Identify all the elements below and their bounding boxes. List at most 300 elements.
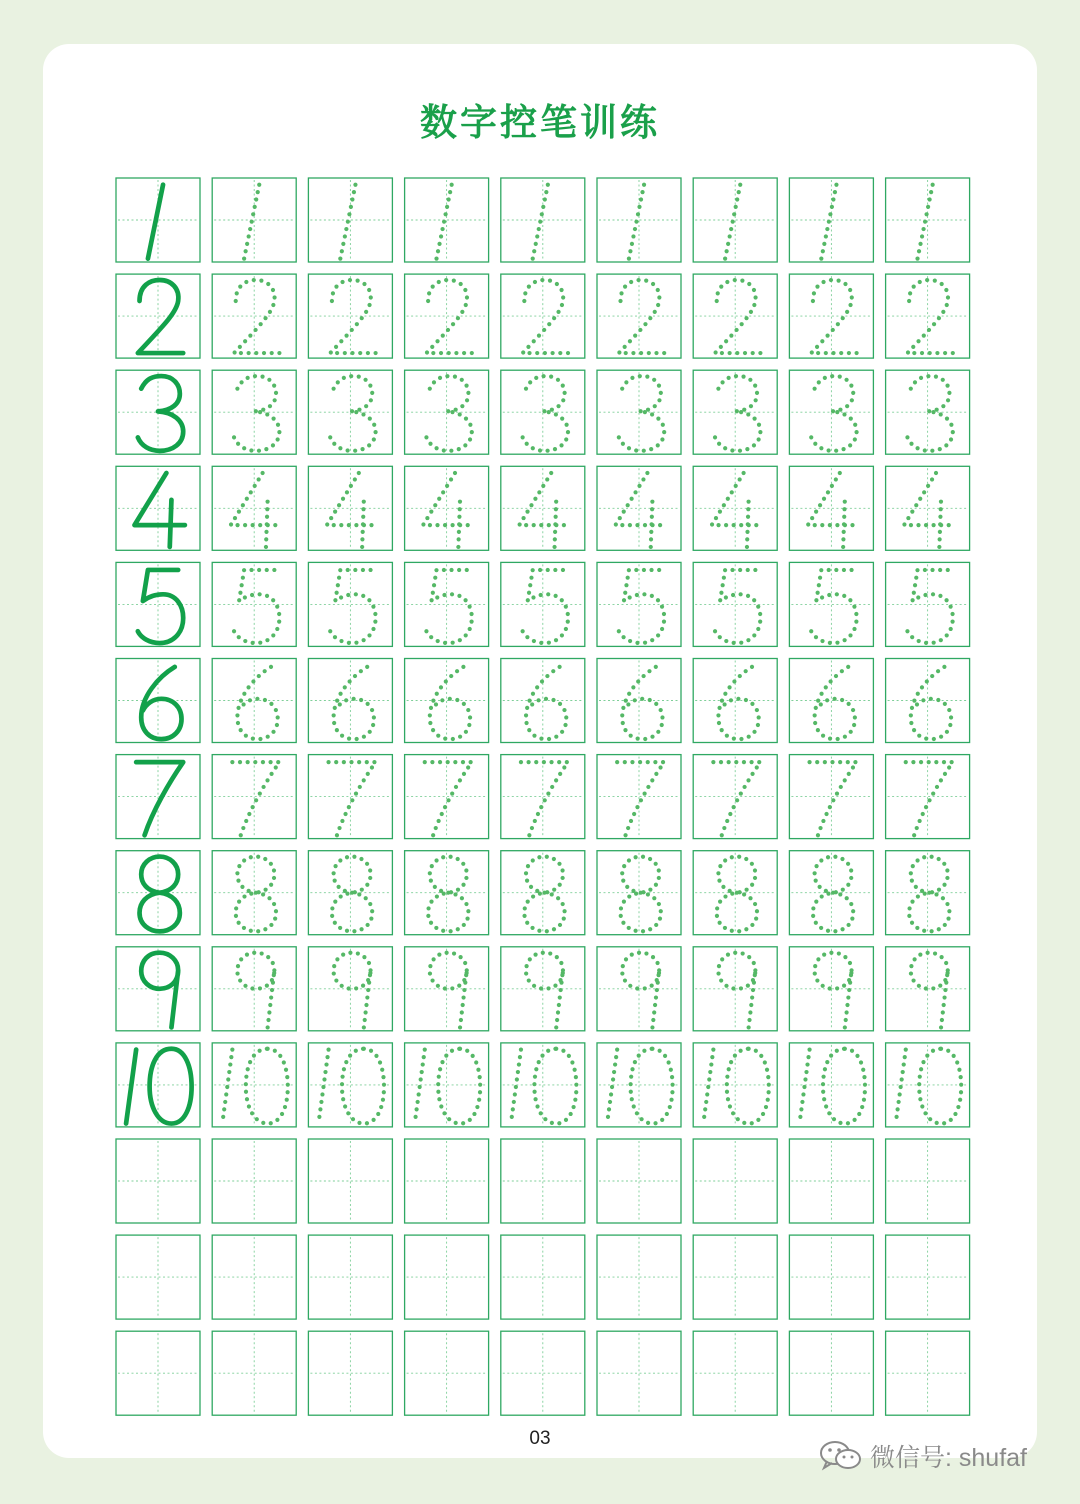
trace-dot	[630, 376, 634, 380]
trace-dot	[463, 961, 467, 965]
trace-dot	[739, 592, 743, 596]
trace-dot	[846, 862, 850, 866]
trace-dot	[939, 735, 943, 739]
trace-dot	[359, 669, 363, 673]
trace-dot	[317, 1115, 321, 1119]
trace-dot	[561, 295, 565, 299]
trace-dot	[934, 375, 938, 379]
trace-dot	[359, 698, 363, 702]
trace-dot	[552, 888, 556, 892]
trace-dot	[622, 510, 626, 514]
trace-dot	[353, 674, 357, 678]
trace-dot	[764, 1105, 768, 1109]
trace-dot	[927, 798, 931, 802]
trace-dot	[537, 929, 541, 933]
trace-dot	[443, 805, 447, 809]
trace-dot	[832, 1117, 836, 1121]
trace-dot	[339, 339, 343, 343]
trace-dot	[542, 760, 546, 764]
trace-dot	[653, 404, 657, 408]
trace-dot	[728, 1104, 732, 1108]
trace-dot	[744, 857, 748, 861]
trace-dot	[256, 929, 260, 933]
trace-dot	[667, 1060, 671, 1064]
trace-dot	[647, 351, 651, 355]
trace-dot	[860, 1105, 864, 1109]
trace-dot	[545, 890, 549, 894]
trace-dot	[661, 423, 665, 427]
trace-dot	[450, 1049, 454, 1053]
trace-dot	[558, 665, 562, 669]
trace-dot	[656, 417, 660, 421]
wechat-icon	[818, 1439, 864, 1473]
trace-dot	[735, 351, 739, 355]
trace-dot	[738, 477, 742, 481]
trace-dot	[352, 929, 356, 933]
trace-dot	[447, 351, 451, 355]
trace-dot	[937, 927, 941, 931]
trace-dot	[949, 437, 953, 441]
trace-dot	[658, 1049, 662, 1053]
trace-dot	[614, 1055, 618, 1059]
trace-dot	[258, 1049, 262, 1053]
trace-cell	[212, 947, 296, 1031]
trace-dot	[917, 1082, 921, 1086]
trace-dot	[755, 708, 759, 712]
trace-dot	[539, 593, 543, 597]
trace-dot	[767, 1083, 771, 1087]
trace-dot	[847, 351, 851, 355]
trace-dot	[623, 728, 627, 732]
trace-dot	[660, 605, 664, 609]
trace-dot	[257, 183, 261, 187]
trace-cell	[597, 1235, 681, 1319]
trace-dot	[752, 730, 756, 734]
trace-dot	[702, 1115, 706, 1119]
trace-dot	[821, 249, 825, 253]
trace-cell	[308, 274, 392, 358]
trace-dot	[656, 288, 660, 292]
trace-dot	[650, 1047, 654, 1051]
trace-dot	[524, 387, 528, 391]
trace-dot	[244, 249, 248, 253]
trace-dot	[938, 568, 942, 572]
trace-cell	[597, 1139, 681, 1223]
trace-dot	[458, 1025, 462, 1029]
trace-dot	[436, 1090, 440, 1094]
trace-dot	[637, 951, 641, 955]
trace-dot	[242, 446, 246, 450]
trace-cell	[501, 466, 585, 550]
trace-dot	[849, 384, 853, 388]
trace-dot	[254, 351, 258, 355]
trace-dot	[825, 227, 829, 231]
trace-dot	[841, 545, 845, 549]
trace-dot	[941, 1010, 945, 1014]
trace-dot	[632, 1104, 636, 1108]
trace-dot	[729, 227, 733, 231]
trace-dot	[909, 964, 913, 968]
trace-dot	[545, 929, 549, 933]
trace-dot	[746, 515, 750, 519]
trace-dot	[819, 257, 823, 261]
trace-dot	[825, 1060, 829, 1064]
trace-dot	[534, 760, 538, 764]
trace-dot	[834, 568, 838, 572]
trace-dot	[349, 484, 353, 488]
trace-dot	[254, 798, 258, 802]
trace-dot	[250, 220, 254, 224]
trace-dot	[848, 303, 852, 307]
trace-cell	[693, 659, 777, 743]
trace-dot	[949, 1118, 953, 1122]
trace-dot	[942, 760, 946, 764]
trace-dot	[848, 288, 852, 292]
trace-dot	[841, 537, 845, 541]
trace-dot	[657, 384, 661, 388]
trace-cell	[308, 466, 392, 550]
trace-dot	[229, 1055, 233, 1059]
trace-dot	[819, 692, 823, 696]
trace-dot	[725, 249, 729, 253]
trace-dot	[268, 1003, 272, 1007]
trace-dot	[368, 384, 372, 388]
trace-dot	[271, 961, 275, 965]
trace-dot	[521, 629, 525, 633]
trace-dot	[897, 1100, 901, 1104]
trace-dot	[824, 351, 828, 355]
trace-dot	[560, 598, 564, 602]
trace-dot	[747, 1025, 751, 1029]
trace-dot	[272, 384, 276, 388]
trace-dot	[232, 435, 236, 439]
trace-dot	[719, 760, 723, 764]
trace-dot	[248, 1060, 252, 1064]
trace-dot	[542, 328, 546, 332]
trace-dot	[421, 522, 425, 526]
trace-dot	[246, 685, 250, 689]
trace-dot	[620, 971, 624, 975]
trace-dot	[849, 417, 853, 421]
trace-dot	[364, 1003, 368, 1007]
trace-dot	[732, 212, 736, 216]
trace-dot	[734, 205, 738, 209]
trace-dot	[376, 1112, 380, 1116]
trace-dot	[468, 1118, 472, 1122]
trace-dot	[233, 350, 237, 354]
trace-dot	[637, 205, 641, 209]
trace-dot	[274, 765, 278, 769]
trace-dot	[933, 951, 937, 955]
trace-dot	[413, 1115, 417, 1119]
trace-dot	[650, 507, 654, 511]
trace-dot	[627, 446, 631, 450]
trace-dot	[642, 674, 646, 678]
trace-dot	[930, 674, 934, 678]
trace-dot	[935, 1121, 939, 1125]
trace-dot	[829, 679, 833, 683]
trace-dot	[937, 888, 941, 892]
trace-dot	[344, 1060, 348, 1064]
trace-dot	[275, 1118, 279, 1122]
trace-dot	[723, 446, 727, 450]
trace-dot	[649, 522, 653, 526]
trace-dot	[528, 380, 532, 384]
trace-dot	[923, 891, 927, 895]
trace-dot	[539, 805, 543, 809]
trace-dot	[654, 883, 658, 887]
trace-dot	[224, 1092, 228, 1096]
trace-dot	[341, 1097, 345, 1101]
trace-dot	[643, 410, 647, 414]
trace-dot	[743, 351, 747, 355]
trace-dot	[738, 183, 742, 187]
trace-dot	[817, 380, 821, 384]
trace-dot	[943, 702, 947, 706]
trace-dot	[434, 926, 438, 930]
trace-dot	[237, 598, 241, 602]
trace-dot	[318, 1107, 322, 1111]
trace-cell	[501, 659, 585, 743]
trace-dot	[326, 1048, 330, 1052]
trace-dot	[426, 914, 430, 918]
trace-dot	[244, 819, 248, 823]
trace-dot	[652, 1010, 656, 1014]
trace-dot	[537, 227, 541, 231]
trace-dot	[923, 593, 927, 597]
trace-dot	[644, 951, 648, 955]
trace-dot	[370, 708, 374, 712]
trace-dot	[811, 906, 815, 910]
trace-dot	[478, 1090, 482, 1094]
trace-dot	[457, 537, 461, 541]
trace-dot	[545, 477, 549, 481]
trace-cell	[597, 947, 681, 1031]
trace-dot	[457, 594, 461, 598]
trace-dot	[642, 449, 646, 453]
trace-dot	[478, 1075, 482, 1079]
trace-dot	[710, 1055, 714, 1059]
trace-dot	[439, 351, 443, 355]
trace-dot	[372, 423, 376, 427]
trace-dot	[909, 387, 913, 391]
trace-dot	[573, 1098, 577, 1102]
trace-dot	[744, 927, 748, 931]
trace-dot	[461, 862, 465, 866]
trace-dot	[918, 242, 922, 246]
trace-dot	[239, 380, 243, 384]
trace-dot	[524, 971, 528, 975]
trace-dot	[239, 728, 243, 732]
trace-dot	[244, 280, 248, 284]
trace-dot	[829, 1054, 833, 1058]
trace-dot	[909, 971, 913, 975]
trace-dot	[830, 374, 834, 378]
trace-dot	[939, 778, 943, 782]
trace-dot	[271, 598, 275, 602]
trace-dot	[843, 1047, 847, 1051]
trace-dot	[257, 674, 261, 678]
trace-dot	[565, 423, 569, 427]
trace-dot	[361, 522, 365, 526]
trace-dot	[951, 430, 955, 434]
trace-dot	[941, 896, 945, 900]
trace-dot	[922, 855, 926, 859]
trace-dot	[235, 523, 239, 527]
trace-dot	[763, 1060, 767, 1064]
trace-dot	[831, 798, 835, 802]
trace-dot	[251, 805, 255, 809]
trace-dot	[343, 812, 347, 816]
trace-dot	[716, 971, 720, 975]
trace-dot	[930, 855, 934, 859]
trace-dot	[540, 1054, 544, 1058]
trace-dot	[732, 641, 736, 645]
trace-dot	[803, 1077, 807, 1081]
trace-dot	[704, 1100, 708, 1104]
trace-dot	[239, 957, 243, 961]
trace-dot	[630, 242, 634, 246]
trace-dot	[637, 484, 641, 488]
trace-dot	[725, 1090, 729, 1094]
trace-dot	[244, 734, 248, 738]
trace-dot	[455, 669, 459, 673]
trace-dot	[256, 190, 260, 194]
trace-dot	[630, 1067, 634, 1071]
trace-dot	[437, 1097, 441, 1101]
trace-dot	[940, 1018, 944, 1022]
trace-cell	[789, 466, 873, 550]
trace-dot	[721, 583, 725, 587]
trace-dot	[620, 387, 624, 391]
trace-dot	[450, 791, 454, 795]
trace-dot	[242, 894, 246, 898]
trace-dot	[737, 929, 741, 933]
trace-dot	[918, 1097, 922, 1101]
trace-dot	[629, 734, 633, 738]
trace-dot	[554, 1025, 558, 1029]
trace-dot	[922, 334, 926, 338]
trace-dot	[730, 891, 734, 895]
trace-dot	[554, 500, 558, 504]
trace-dot	[237, 510, 241, 514]
trace-dot	[248, 334, 252, 338]
trace-dot	[268, 310, 272, 314]
page-number: 03	[529, 1428, 551, 1449]
trace-dot	[446, 328, 450, 332]
trace-dot	[531, 595, 535, 599]
trace-dot	[346, 220, 350, 224]
trace-dot	[332, 387, 336, 391]
trace-dot	[532, 339, 536, 343]
trace-dot	[462, 772, 466, 776]
trace-dot	[338, 568, 342, 572]
trace-dot	[634, 448, 638, 452]
trace-dot	[237, 635, 241, 639]
trace-dot	[830, 484, 834, 488]
trace-dot	[273, 1049, 277, 1053]
trace-dot	[430, 598, 434, 602]
trace-dot	[842, 594, 846, 598]
trace-dot	[245, 953, 249, 957]
trace-dot	[463, 598, 467, 602]
trace-dot	[752, 443, 756, 447]
trace-dot	[258, 641, 262, 645]
trace-dot	[818, 826, 822, 830]
trace-dot	[233, 516, 237, 520]
trace-dot	[905, 435, 909, 439]
trace-dot	[347, 805, 351, 809]
trace-dot	[434, 568, 438, 572]
trace-dot	[259, 322, 263, 326]
trace-dot	[845, 1003, 849, 1007]
trace-dot	[457, 530, 461, 534]
trace-dot	[525, 442, 529, 446]
trace-dot	[659, 391, 663, 395]
trace-dot	[380, 1068, 384, 1072]
trace-dot	[638, 374, 642, 378]
trace-dot	[641, 855, 645, 859]
trace-cell	[405, 370, 489, 454]
trace-dot	[562, 909, 566, 913]
trace-dot	[374, 1054, 378, 1058]
trace-cell	[405, 1331, 489, 1415]
trace-dot	[444, 278, 448, 282]
trace-dot	[801, 1092, 805, 1096]
trace-dot	[911, 978, 915, 982]
trace-dot	[805, 1062, 809, 1066]
trace-dot	[439, 685, 443, 689]
trace-dot	[461, 665, 465, 669]
trace-dot	[253, 374, 257, 378]
trace-dot	[354, 1049, 358, 1053]
trace-dot	[862, 1075, 866, 1079]
trace-dot	[265, 500, 269, 504]
trace-dot	[656, 443, 660, 447]
trace-dot	[351, 1117, 355, 1121]
trace-dot	[715, 299, 719, 303]
trace-dot	[463, 443, 467, 447]
trace-dot	[265, 412, 269, 416]
trace-dot	[639, 197, 643, 201]
trace-dot	[350, 328, 354, 332]
trace-dot	[333, 921, 337, 925]
trace-dot	[361, 507, 365, 511]
trace-dot	[809, 629, 813, 633]
trace-dot	[851, 909, 855, 913]
trace-dot	[454, 351, 458, 355]
trace-dot	[650, 412, 654, 416]
trace-dot	[277, 612, 281, 616]
trace-dot	[955, 1060, 959, 1064]
trace-dot	[543, 197, 547, 201]
trace-dot	[252, 1054, 256, 1058]
trace-dot	[266, 735, 270, 739]
trace-dot	[643, 523, 647, 527]
trace-dot	[939, 1047, 943, 1051]
trace-dot	[653, 310, 657, 314]
model-cell	[116, 1043, 200, 1127]
trace-dot	[810, 350, 814, 354]
trace-dot	[232, 629, 236, 633]
trace-dot	[469, 620, 473, 624]
trace-dot	[717, 964, 721, 968]
trace-dot	[831, 328, 835, 332]
trace-dot	[904, 760, 908, 764]
trace-dot	[746, 507, 750, 511]
trace-dot	[756, 627, 760, 631]
trace-dot	[365, 862, 369, 866]
